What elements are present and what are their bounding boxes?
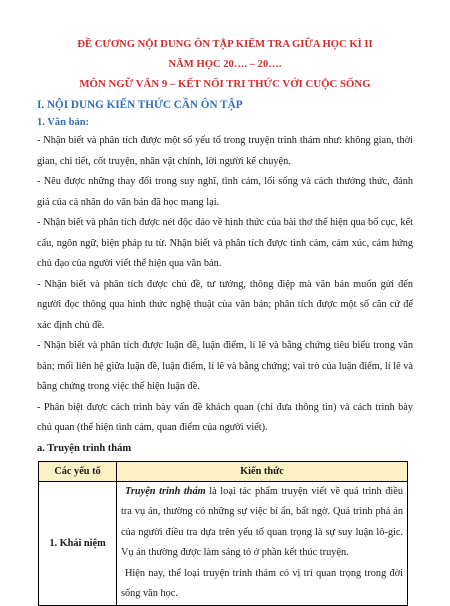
bullet-paragraph: - Nêu được những thay đổi trong suy nghĩ, tình cảm, lối sống và cách thưởng thức, đánh giá của cá nhân do văn bản đã học mang lại. (37, 176, 413, 208)
bullet-paragraph: - Nhận biết và phân tích được luận đề, luận điểm, lí lẽ và bằng chứng tiêu biểu trong văn bản; mối liên hệ giữa luận đề, luận điểm, lí lẽ và bằng chứng; vai trò của luận điểm, lí lẽ và bằng chứng trong việc thể hiện luận đề. (37, 340, 413, 392)
table-header-row (39, 461, 408, 481)
table-header-knowledge: Kiến thức (117, 461, 408, 481)
table-row (39, 481, 408, 605)
definition-text: là loại tác phẩm truyện viết về quá trình điều tra vụ án, thường có những sự việc bí ẩn, bất ngờ. Quá trình phá án của người điều tra dựa trên yếu tố quan trọng là sự suy luận lô-gic. Vụ án thường được làm sáng tỏ ở phần kết thúc truyện. (121, 485, 403, 558)
table-cell-criterion: 1. Khái niệm (39, 481, 117, 605)
school-year: NĂM HỌC 20…. – 20…. (168, 59, 282, 70)
document-title: ĐỀ CƯƠNG NỘI DUNG ÔN TẬP KIỂM TRA GIỮA HỌC KÌ II (77, 39, 373, 50)
definition-term: Truyện trinh thám (125, 485, 206, 497)
knowledge-table (38, 461, 408, 606)
bullet-paragraph: - Nhận biết và phân tích được chủ đề, tư tưởng, thông điệp mà văn bản muốn gửi đến người đọc thông qua hình thức nghệ thuật của văn bản; phân tích được một số căn cứ để xác định chủ đề. (37, 278, 413, 331)
subject-title: MÔN NGỮ VĂN 9 – KẾT NỐI TRI THỨC VỚI CUỘC SỐNG (79, 78, 371, 90)
table-cell-knowledge (117, 481, 408, 605)
table-header-criteria: Các yếu tố (39, 461, 117, 481)
section-heading: I. NỘI DUNG KIẾN THỨC CẦN ÔN TẬP (37, 99, 243, 111)
bullet-paragraph: - Nhận biết và phân tích được một số yếu tố trong truyện trinh thám như: không gian, thời gian, chi tiết, cốt truyện, nhân vật chính, lời người kể chuyện. (37, 135, 413, 167)
document-page (37, 38, 413, 606)
subsection-heading-a: a. Truyện trinh thám (37, 442, 132, 454)
bullet-paragraph: - Phân biệt được cách trình bày vấn đề khách quan (chỉ đưa thông tin) và cách trình bày chủ quan (thể hiện tình cảm, quan điểm của người viết). (37, 401, 413, 433)
bullet-paragraph: - Nhận biết và phân tích được nét độc đáo về hình thức của bài thơ thể hiện qua bố cục, kết cấu, ngôn ngữ, biện pháp tu từ. Nhận biết và phân tích được tình cảm, cảm xúc, cảm hứng chủ đạo của người viết thể hiện qua văn bản. (37, 217, 413, 269)
note-paragraph: Hiện nay, thể loại truyện trinh thám có vị trí quan trọng trong đời sống văn học. (121, 567, 403, 599)
definition-paragraph (121, 482, 403, 564)
subsection-heading: 1. Văn bản: (37, 117, 90, 128)
